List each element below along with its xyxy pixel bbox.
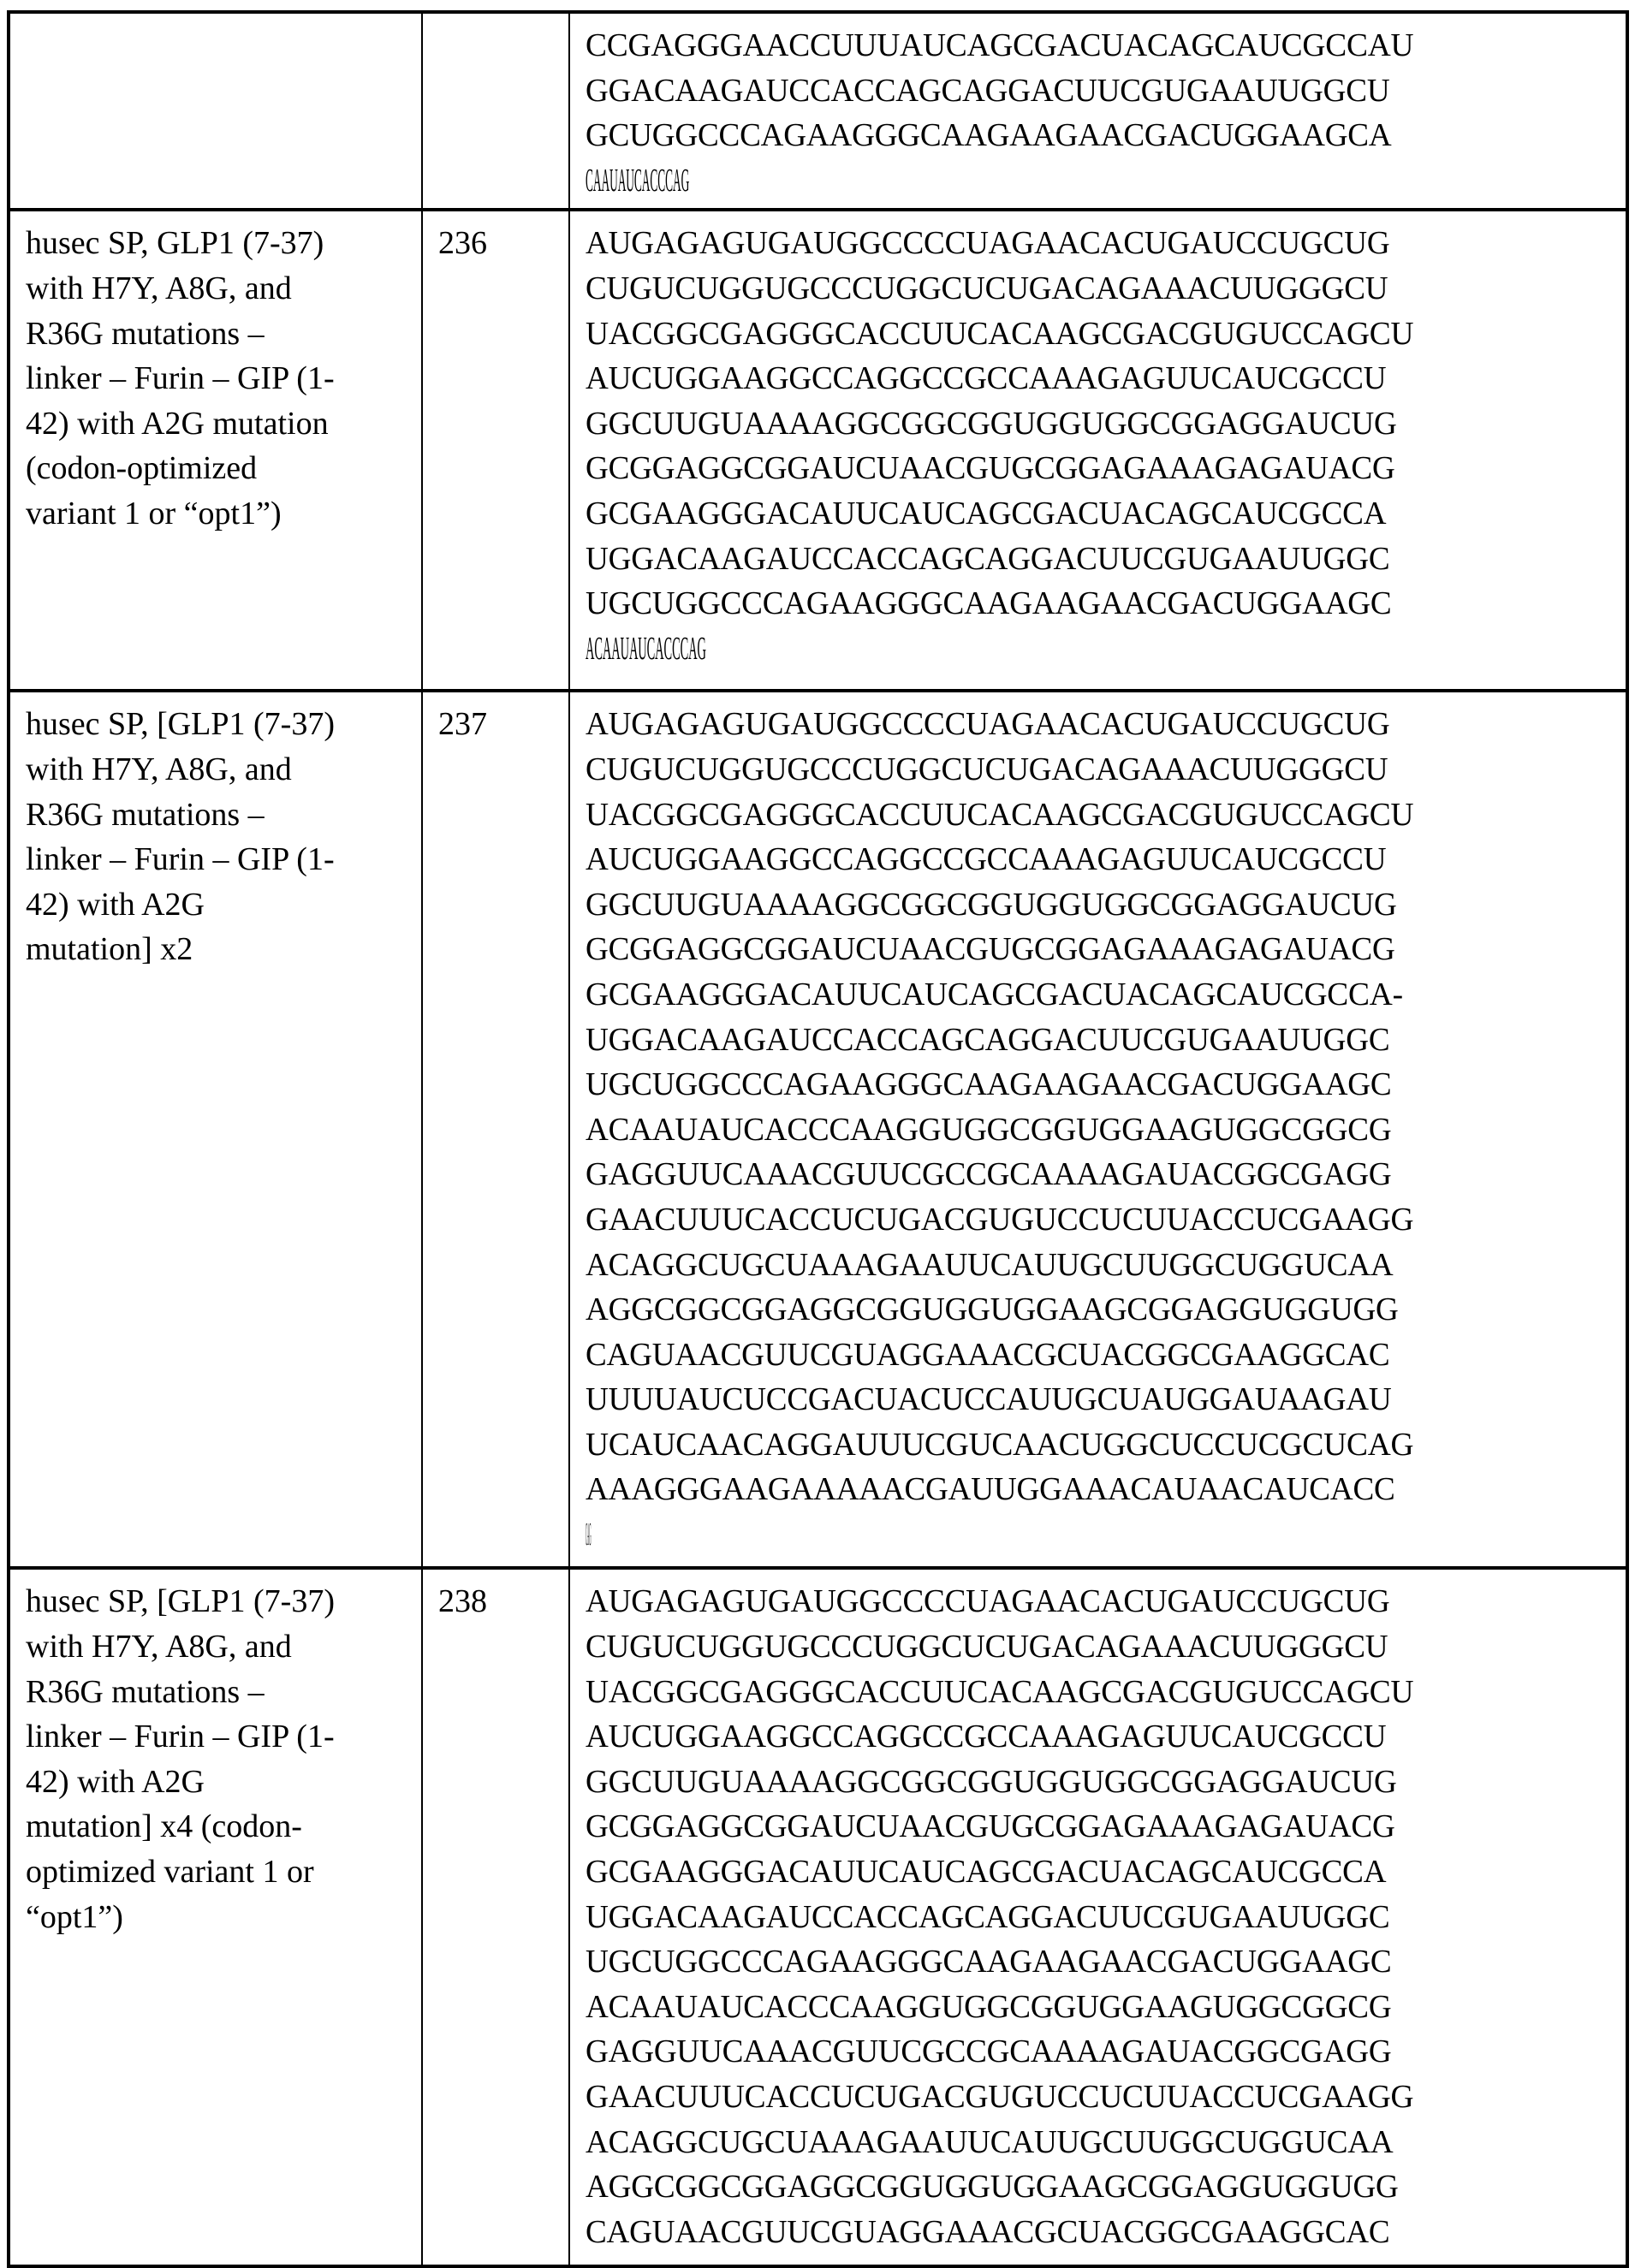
sequence-line: GGCUUGUAAAAGGCGGCGGUGGUGGCGGAGGAUCUG (586, 1763, 1397, 1800)
sequence-line: AUGAGAGUGAUGGCCCCUAGAACACUGAUCCUGCUG (586, 1583, 1390, 1620)
sequence-line: GCGGAGGCGGAUCUAACGUGCGGAGAAAGAGAUACG (586, 1808, 1395, 1845)
sequence-line: ACAAUAUCACCCAG (586, 630, 706, 667)
sequence-line: CUGUCUGGUGCCCUGGCUCUGACAGAAACUUGGGCU (586, 1628, 1388, 1665)
sequence-cell (569, 1568, 1627, 2266)
sequence-line: CUGUCUGGUGCCCUGGCUCUGACAGAAACUUGGGCU (586, 270, 1388, 306)
sequence-line: AUCUGGAAGGCCAGGCCGCCAAAGAGUUCAUCGCCU (586, 1719, 1387, 1755)
sequence-line: UACGGCGAGGGCACCUUCACAAGCGACGUGUCCAGCU (586, 315, 1414, 352)
sequence-table-body (9, 12, 1627, 2266)
sequence-line: AGGCGGCGGAGGCGGUGGUGGAAGCGGAGGUGGUGG (586, 2169, 1399, 2206)
description-line: mutation] x2 (26, 931, 193, 968)
sequence-line: ACAAUAUCACCCAAGGUGGCGGUGGAAGUGGCGGCG (586, 1111, 1392, 1148)
description-line: R36G mutations – (26, 796, 265, 833)
sequence-cell (569, 210, 1627, 691)
sequence-line: AUGAGAGUGAUGGCCCCUAGAACACUGAUCCUGCUG (586, 706, 1390, 743)
sequence-line: GAGGUUCAAACGUUCGCCGCAAAAGAUACGGCGAGG (586, 1156, 1392, 1193)
sequence-line: GCUGGCCCAGAAGGGCAAGAAGAACGACUGGAAGCA (586, 117, 1392, 154)
sequence-line: ACAGGCUGCUAAAGAAUUCAUUGCUUGGCUGGUCAA (586, 2123, 1394, 2160)
seq-id-cell: 237 (422, 691, 569, 1568)
sequence-line: UACGGCGAGGGCACCUUCACAAGCGACGUGUCCAGCU (586, 796, 1414, 833)
sequence-line: GGCUUGUAAAAGGCGGCGGUGGUGGCGGAGGAUCUG (586, 405, 1397, 442)
sequence-line: UGGACAAGAUCCACCAGCAGGACUUCGUGAAUUGGC (586, 1898, 1390, 1935)
sequence-line: GGACAAGAUCCACCAGCAGGACUUCGUGAAUUGGCU (586, 72, 1390, 109)
sequence-line: UGGACAAGAUCCACCAGCAGGACUUCGUGAAUUGGC (586, 1021, 1390, 1058)
description-line: linker – Furin – GIP (1- (26, 360, 335, 397)
sequence-line: ACAGGCUGCUAAAGAAUUCAUUGCUUGGCUGGUCAA (586, 1246, 1394, 1283)
sequence-line: GAACUUUCACCUCUGACGUGUCCUCUUACCUCGAAGG (586, 2078, 1414, 2115)
sequence-line: GCGAAGGGACAUUCAUCAGCGACUACAGCAUCGCCA (586, 1853, 1387, 1890)
seq-id-cell (422, 12, 569, 210)
description-line: husec SP, GLP1 (7-37) (26, 225, 324, 262)
sequence-line: UGCUGGCCCAGAAGGGCAAGAAGAACGACUGGAAGC (586, 1066, 1392, 1103)
sequence-line: ACAAUAUCACCCAAGGUGGCGGUGGAAGUGGCGGCG (586, 1988, 1392, 2025)
description-line: R36G mutations – (26, 315, 265, 352)
sequence-line: CCGAGGGAACCUUUAUCAGCGACUACAGCAUCGCCAU (586, 27, 1414, 63)
sequence-line: UGCUGGCCCAGAAGGGCAAGAAGAACGACUGGAAGC (586, 1944, 1392, 1980)
table-row (9, 210, 1627, 691)
description-line: with H7Y, A8G, and (26, 1628, 292, 1665)
sequence-line: AUGAGAGUGAUGGCCCCUAGAACACUGAUCCUGCUG (586, 225, 1390, 262)
sequence-line: GCGGAGGCGGAUCUAACGUGCGGAGAAAGAGAUACG (586, 450, 1395, 487)
sequence-line: AGGCGGCGGAGGCGGUGGUGGAAGCGGAGGUGGUGG (586, 1291, 1399, 1328)
table-row (9, 12, 1627, 210)
sequence-line: GCGAAGGGACAUUCAUCAGCGACUACAGCAUCGCCA- (586, 976, 1403, 1012)
description-line: husec SP, [GLP1 (7-37) (26, 1583, 335, 1620)
sequence-line: CUGUCUGGUGCCCUGGCUCUGACAGAAACUUGGGCU (586, 751, 1388, 787)
sequence-table (7, 10, 1629, 2268)
sequence-line: AAAGGGAAGAAAAACGAUUGGAAACAUAACAUCACC (586, 1471, 1395, 1508)
seq-id-cell: 236 (422, 210, 569, 691)
description-cell (9, 1568, 422, 2266)
description-line: R36G mutations – (26, 1673, 265, 1710)
description-line: with H7Y, A8G, and (26, 270, 292, 306)
sequence-line: AUCUGGAAGGCCAGGCCGCCAAAGAGUUCAUCGCCU (586, 360, 1387, 397)
description-line: with H7Y, A8G, and (26, 751, 292, 787)
description-line: linker – Furin – GIP (1- (26, 841, 335, 878)
description-line: “opt1”) (26, 1898, 123, 1935)
description-cell (9, 210, 422, 691)
description-line: 42) with A2G (26, 1763, 205, 1800)
sequence-line: GAGGUUCAAACGUUCGCCGCAAAAGAUACGGCGAGG (586, 2033, 1392, 2070)
sequence-line: GCGAAGGGACAUUCAUCAGCGACUACAGCAUCGCCA (586, 495, 1387, 531)
description-line: husec SP, [GLP1 (7-37) (26, 706, 335, 743)
description-line: (codon-optimized (26, 450, 258, 487)
description-cell (9, 691, 422, 1568)
description-cell (9, 12, 422, 210)
sequence-cell (569, 12, 1627, 210)
sequence-line: UCAUCAACAGGAUUUCGUCAACUGGCUCCUCGCUCAG (586, 1426, 1414, 1463)
sequence-line: CAAUAUCACCCAG (586, 162, 690, 199)
sequence-line: GGCUUGUAAAAGGCGGCGGUGGUGGCGGAGGAUCUG (586, 886, 1397, 923)
description-line: 42) with A2G (26, 886, 205, 923)
sequence-line: CAGUAACGUUCGUAGGAAACGCUACGGCGAAGGCAC (586, 1336, 1390, 1373)
sequence-line: UGCUGGCCCAGAAGGGCAAGAAGAACGACUGGAAGC (586, 585, 1392, 622)
table-row (9, 691, 1627, 1568)
description-line: mutation] x4 (codon- (26, 1808, 302, 1845)
description-line: linker – Furin – GIP (1- (26, 1719, 335, 1755)
sequence-line: UACGGCGAGGGCACCUUCACAAGCGACGUGUCCAGCU (586, 1673, 1414, 1710)
description-line: 42) with A2G mutation (26, 405, 329, 442)
seq-id-cell: 238 (422, 1568, 569, 2266)
sequence-line: AUCUGGAAGGCCAGGCCGCCAAAGAGUUCAUCGCCU (586, 841, 1387, 878)
sequence-line: CAGUAACGUUCGUAGGAAACGCUACGGCGAAGGCAC (586, 2213, 1390, 2250)
sequence-cell (569, 691, 1627, 1568)
sequence-line: UUUUAUCUCCGACUACUCCAUUGCUAUGGAUAAGAU (586, 1381, 1392, 1418)
description-line: variant 1 or “opt1”) (26, 495, 282, 531)
sequence-line: GAACUUUCACCUCUGACGUGUCCUCUUACCUCGAAGG (586, 1201, 1414, 1238)
table-row (9, 1568, 1627, 2266)
sequence-line: GCGGAGGCGGAUCUAACGUGCGGAGAAAGAGAUACG (586, 931, 1395, 968)
description-line: optimized variant 1 or (26, 1853, 314, 1890)
sequence-line: UGGACAAGAUCCACCAGCAGGACUUCGUGAAUUGGC (586, 540, 1390, 577)
sequence-line: CAG (586, 1517, 592, 1553)
